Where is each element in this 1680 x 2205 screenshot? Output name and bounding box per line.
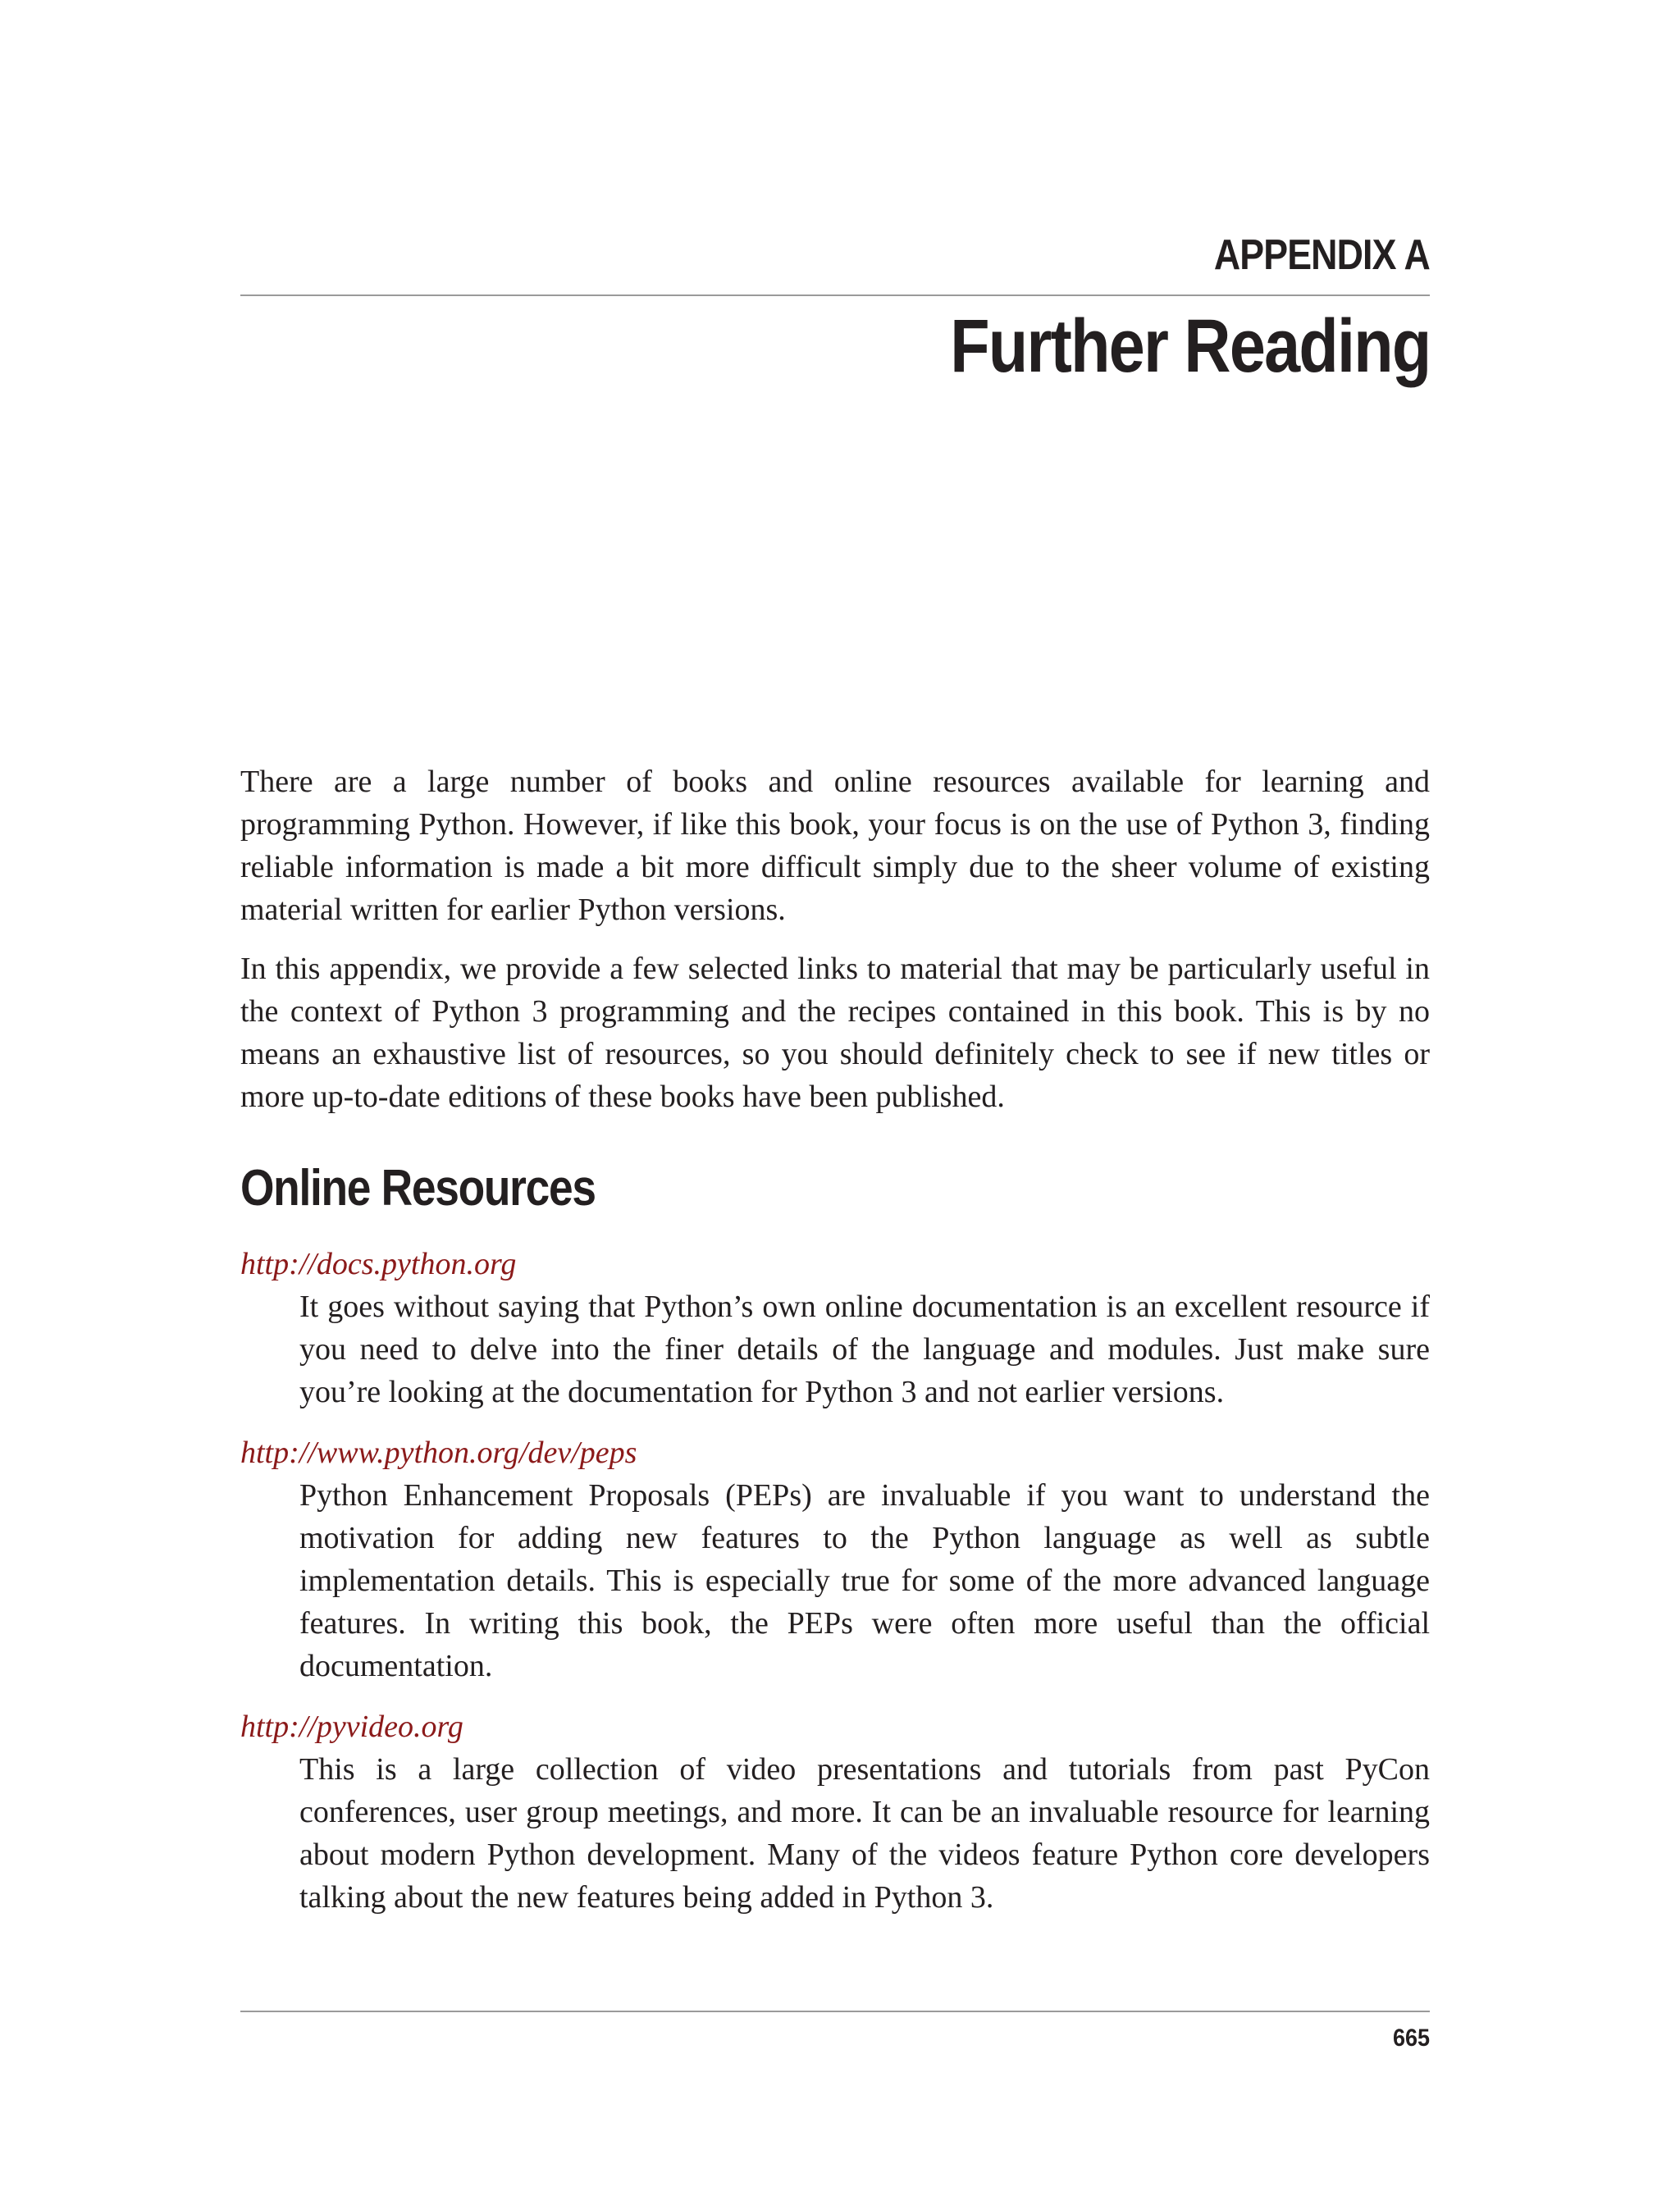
intro-paragraph: There are a large number of books and online resources available for learning and programming Python. However, if like this book, your focus is on the use of Python 3, finding reliable information is made a bit more difficult simply due to the sheer volume of existing material written for earlier Python versions. [240,765,1430,927]
page-number: 665 [1392,2025,1430,2052]
resource-link[interactable]: http://pyvideo.org [240,1710,463,1744]
resource-entry [240,1431,1430,1687]
book-page [240,0,1430,2205]
resource-link[interactable]: http://docs.python.org [240,1247,517,1281]
resource-link[interactable]: http://www.python.org/dev/peps [240,1436,637,1470]
footer-rule [240,2011,1430,2012]
section-heading: Online Resources [240,1160,596,1217]
chapter-title: Further Reading [949,304,1430,388]
resource-description: This is a large collection of video presentations and tutorials from past PyCon conferences, user group meetings, and more. It can be an invaluable resource for learning about modern Python development. Many of the videos feature Python core developers talking about the new features being added in Python 3. [299,1752,1430,1915]
chapter-title-rule [240,294,1430,296]
intro-paragraph: In this appendix, we provide a few selected links to material that may be particularly useful in the context of Python 3 programming and the recipes contained in this book. This is by no means an exhaustive list of resources, so you should definitely check to see if new titles or more up-to-date editions of these books have been published. [240,952,1430,1114]
intro-text [240,760,1430,1134]
resource-entry [240,1243,1430,1413]
resource-list [240,1243,1430,1937]
resource-entry [240,1705,1430,1919]
resource-description: Python Enhancement Proposals (PEPs) are invaluable if you want to understand the motivation for adding new features to the Python language as well as subtle implementation details. This is especially true for some of the more advanced language features. In writing this book, the PEPs were often more useful than the official documentation. [299,1478,1430,1683]
appendix-label: APPENDIX A [1213,231,1430,279]
resource-description: It goes without saying that Python’s own online documentation is an excellent resource if you need to delve into the finer details of the language and modules. Just make sure you’re looking at the documentation for Python 3 and not earlier versions. [299,1290,1430,1409]
